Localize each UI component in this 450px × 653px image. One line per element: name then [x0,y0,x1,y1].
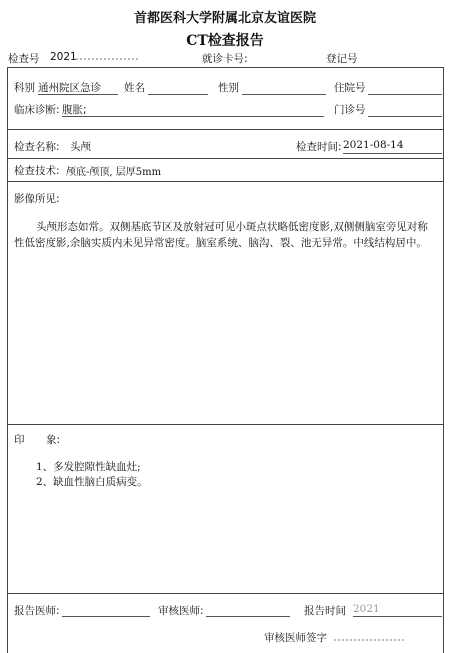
divider-1 [7,129,444,130]
impression-item: 1、多发腔隙性缺血灶; [36,461,141,473]
diagnosis-value: 腹胀; [62,104,87,116]
hospital-name: 首都医科大学附属北京友谊医院 [133,11,316,26]
gender-underline [242,94,326,95]
technique-label: 检查技术: [14,165,60,177]
name-underline [148,94,208,95]
dept-value: 通州院区急诊 [38,82,101,94]
diagnosis-underline [62,116,324,117]
divider-5 [7,593,444,594]
divider-4 [7,424,444,425]
visit-card-label: 就诊卡号: [202,53,248,65]
findings-label: 影像所见: [14,193,60,205]
gender-label: 性别 [218,82,239,94]
exam-no-label: 检查号 [8,53,40,65]
report-frame [7,67,444,653]
signature-label: 审核医师签字 [264,632,327,644]
exam-time-value: 2021-08-14 [343,139,404,151]
exam-no-value: 2021 [50,51,77,63]
report-time-label: 报告时间 [304,605,346,617]
impression-label-1: 印 [14,434,25,446]
divider-2 [7,158,444,159]
exam-time-underline [343,153,442,154]
reviewer-label: 审核医师: [158,605,204,617]
inpatient-label: 住院号 [334,82,366,94]
impression-item: 2、缺血性脑白质病变。 [36,476,148,488]
dept-underline [38,94,118,95]
dept-label: 科别 [14,82,35,94]
report-title: CT检查报告 [186,33,264,49]
impression-label-2: 象: [46,434,61,446]
outpatient-label: 门诊号 [334,104,366,116]
outpatient-underline [368,116,442,117]
diagnosis-label: 临床诊断: [14,104,60,116]
exam-name-value: 头颅 [70,141,91,153]
name-label: 姓名 [124,82,145,94]
reporter-underline [62,616,150,617]
signature-redacted [334,639,404,641]
exam-time-label: 检查时间: [296,141,342,153]
reviewer-underline [206,616,290,617]
reporter-label: 报告医师: [14,605,60,617]
register-no-label: 登记号 [326,53,358,65]
report-time-underline [353,616,442,617]
redacted-exam-no [76,58,138,60]
exam-name-label: 检查名称: [14,141,60,153]
inpatient-underline [368,94,442,95]
findings-text: 头颅形态如常。双侧基底节区及放射冠可见小斑点状略低密度影,双侧侧脑室旁见对称性低密度影,余脑实质内未见异常密度。脑室系统、脑沟、裂、池无异常。中线结构居中。 [14,221,428,249]
technique-value: 颅底-颅顶, 层厚5mm [66,167,162,178]
report-time-value: 2021 [353,603,380,615]
divider-3 [7,181,444,182]
